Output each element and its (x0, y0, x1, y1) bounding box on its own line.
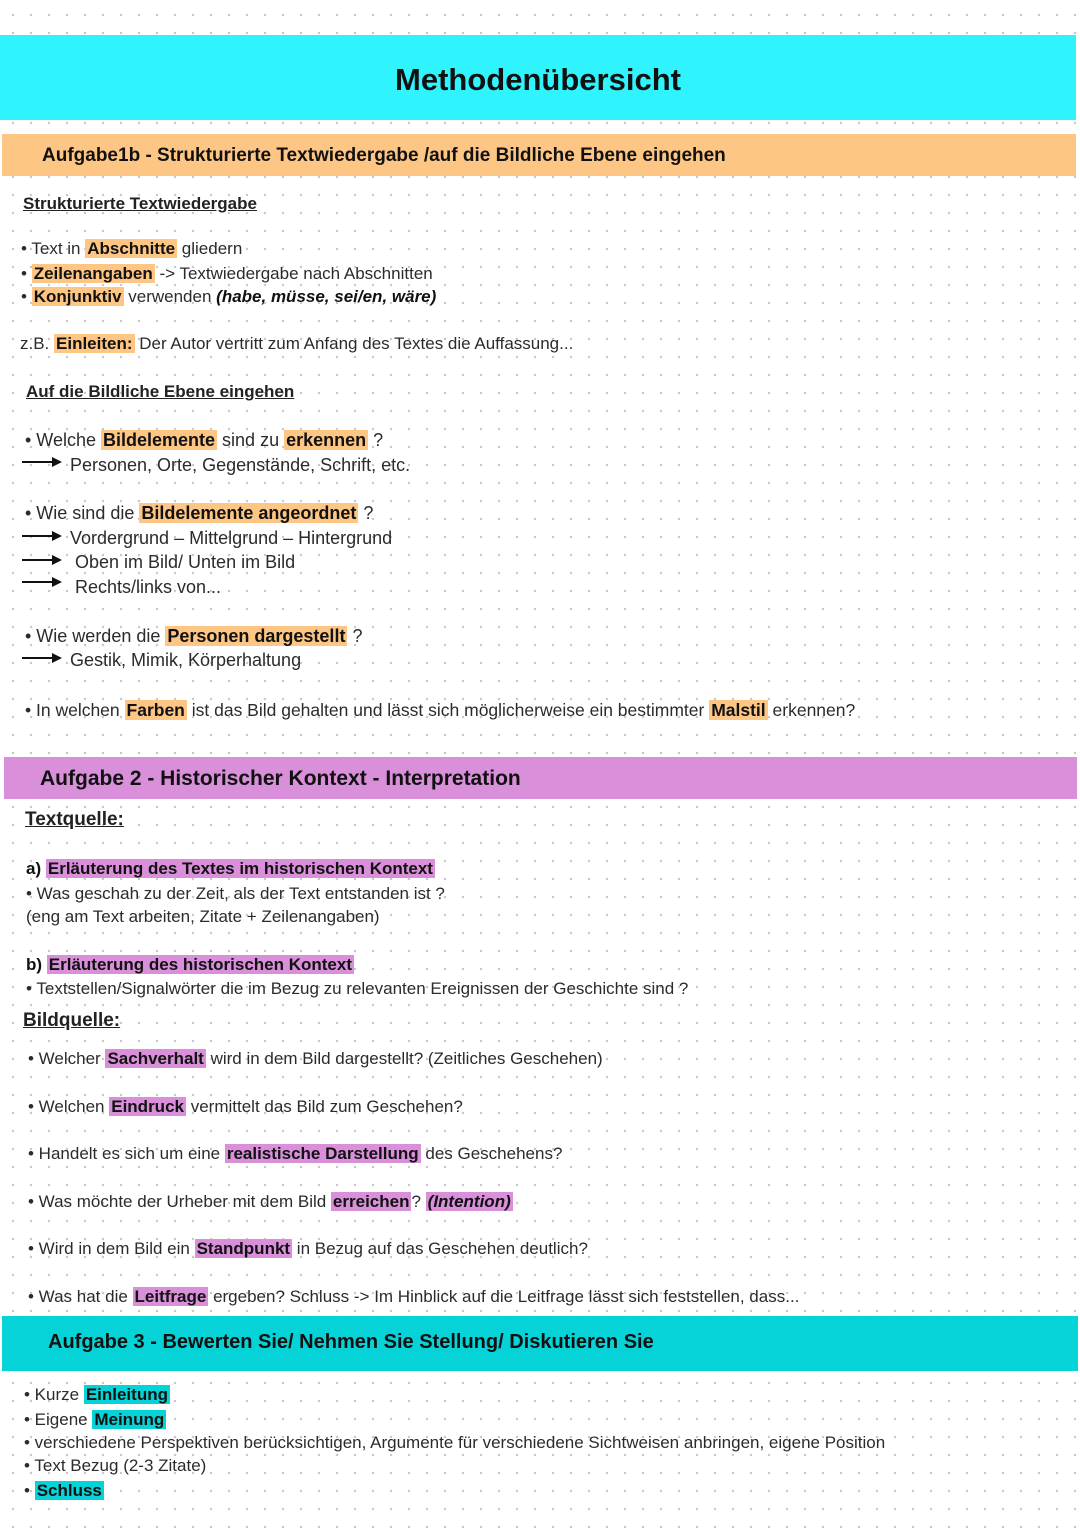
example-intro: z.B. Einleiten: Der Autor vertritt zum Anfang des Textes die Auffassung... (20, 334, 574, 353)
answer-persons: Gestik, Mimik, Körperhaltung (70, 650, 302, 670)
arrow-icon (22, 576, 62, 588)
page-title: Methodenübersicht (395, 62, 681, 97)
arrow-icon (22, 530, 62, 542)
subheading-text-source: Textquelle: (25, 809, 124, 830)
answer-elements: Personen, Orte, Gegenstände, Schrift, etc. (70, 455, 411, 475)
section-3-header: Aufgabe 3 - Bewerten Sie/ Nehmen Sie Stellung/ Diskutieren Sie (2, 1316, 1078, 1371)
image-question-1: • Welcher Sachverhalt wird in dem Bild dargestellt? (Zeitliches Geschehen) (28, 1049, 603, 1068)
title-bar (0, 35, 1076, 120)
answer-arrangement-2: Oben im Bild/ Unten im Bild (75, 552, 296, 572)
image-question-2: • Welchen Eindruck vermittelt das Bild zum Geschehen? (28, 1097, 463, 1116)
image-question-3: • Handelt es sich um eine realistische Darstellung des Geschehens? (28, 1144, 563, 1163)
question-elements: • Welche Bildelemente sind zu erkennen ? (25, 430, 384, 450)
item-a-question: • Was geschah zu der Zeit, als der Text entstanden ist ? (26, 884, 445, 903)
section-2-header: Aufgabe 2 - Historischer Kontext - Interpretation (4, 757, 1077, 799)
subheading-image-source: Bildquelle: (23, 1010, 121, 1031)
section-1-header: Aufgabe1b - Strukturierte Textwiedergabe /auf die Bildliche Ebene eingehen (2, 134, 1076, 176)
answer-arrangement-3: Rechts/links von... (75, 577, 222, 597)
list-perspectives: • verschiedene Perspektiven berücksichtigen, Argumente für verschiedene Sichtweisen anbringen, eigene Position (24, 1433, 886, 1452)
item-b: b) Erläuterung des historischen Kontext (26, 955, 353, 974)
arrow-icon (22, 554, 62, 566)
arrow-icon (22, 456, 62, 468)
subheading-image-level: Auf die Bildliche Ebene eingehen (26, 382, 295, 401)
item-b-question: • Textstellen/Signalwörter die im Bezug zu relevanten Ereignissen der Geschichte sind ? (26, 979, 689, 998)
question-colors: • In welchen Farben ist das Bild gehalten und lässt sich möglicherweise ein bestimmter Malstil erkennen? (25, 700, 856, 720)
arrow-icon (22, 652, 62, 664)
item-a: a) Erläuterung des Textes im historischen Kontext (26, 859, 433, 878)
list-intro: • Kurze Einleitung (24, 1385, 168, 1404)
question-arrangement: • Wie sind die Bildelemente angeordnet ? (25, 503, 374, 523)
list-opinion: • Eigene Meinung (24, 1410, 165, 1429)
bullet-sections: • Text in Abschnitte gliedern (21, 239, 243, 258)
bullet-line-refs: • Zeilenangaben -> Textwiedergabe nach Abschnitten (21, 264, 433, 283)
item-a-note: (eng am Text arbeiten, Zitate + Zeilenangaben) (26, 907, 380, 926)
image-question-4: • Was möchte der Urheber mit dem Bild erreichen ? (Intention) (28, 1192, 511, 1211)
list-quotes: • Text Bezug (2-3 Zitate) (24, 1456, 207, 1475)
question-persons: • Wie werden die Personen dargestellt ? (25, 626, 363, 646)
image-question-6: • Was hat die Leitfrage ergeben? Schluss -> Im Hinblick auf die Leitfrage lässt sich feststellen, dass... (28, 1287, 800, 1306)
bullet-subjunctive: • Konjunktiv verwenden (habe, müsse, sei/en, wäre) (21, 287, 437, 306)
subheading-structured: Strukturierte Textwiedergabe (23, 194, 257, 213)
image-question-5: • Wird in dem Bild ein Standpunkt in Bezug auf das Geschehen deutlich? (28, 1239, 588, 1258)
list-conclusion: • Schluss (24, 1481, 102, 1500)
answer-arrangement-1: Vordergrund – Mittelgrund – Hintergrund (70, 528, 393, 548)
